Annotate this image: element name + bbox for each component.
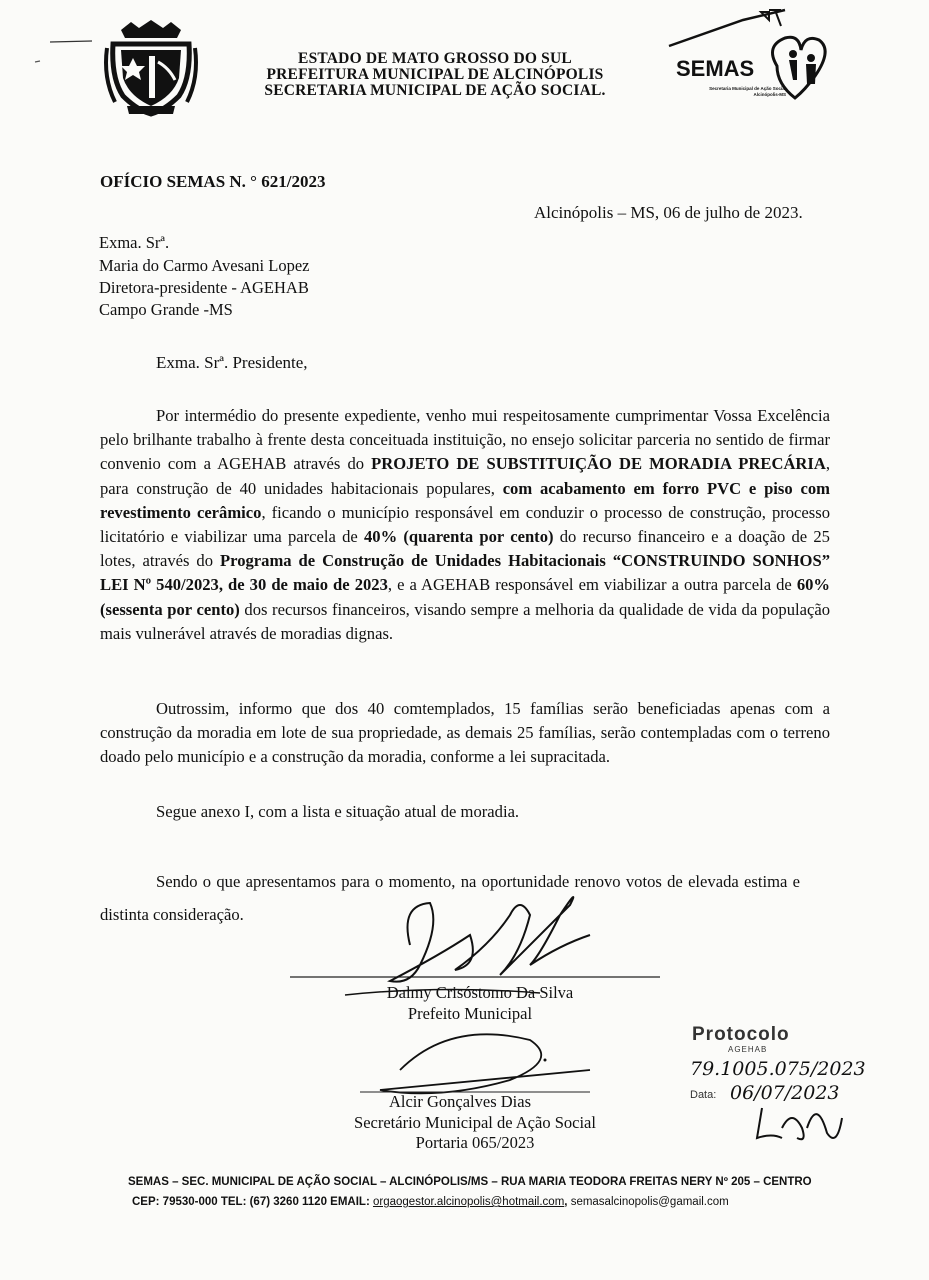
coat-of-arms-icon (103, 18, 199, 118)
recipient-role: Diretora-presidente - AGEHAB (99, 278, 309, 297)
footer-cep-phone: CEP: 79530-000 TEL: (67) 3260 1120 EMAIL: (132, 1196, 373, 1208)
footer-address: SEMAS – SEC. MUNICIPAL DE AÇÃO SOCIAL – ALCINÓPOLIS/MS – RUA MARIA TEODORA FREITAS NERY Nº 205 – CENTRO (128, 1176, 812, 1188)
footer-separator: , (564, 1196, 571, 1208)
header-secretariat: SECRETARIA MUNICIPAL DE AÇÃO SOCIAL. (264, 82, 606, 99)
p1-text-3: , ficando o município responsável em conduzir o processo de construção, processo licitatório e viabilizar uma parcela de (100, 502, 831, 547)
signer-2-role: Secretário Municipal de Ação Social (354, 1113, 596, 1132)
p1-project-name: PROJETO DE SUBSTITUIÇÃO DE MORADIA PRECÁRIA (371, 454, 826, 474)
stamp-org: AGEHAB (728, 1045, 768, 1054)
stamp-number: 79.1005.075/2023 (690, 1058, 866, 1080)
stamp-date-label: Data: (690, 1089, 717, 1101)
signer-2-name: Alcir Gonçalves Dias (388, 1092, 532, 1111)
semas-logo-subtext (676, 86, 786, 98)
p1-text-5: , e a AGEHAB responsável em viabilizar a outra parcela de (387, 575, 797, 595)
signer-1-role: Prefeito Municipal (407, 1004, 533, 1023)
letter-date: Alcinópolis – MS, 06 de julho de 2023. (534, 203, 803, 222)
salutation: Exma. Srª. Presidente, (156, 353, 308, 372)
paragraph-families: Outrossim, informo que dos 40 comtemplados, 15 famílias serão beneficiadas apenas com a construção da moradia em lote de sua propriedade, as demais 25 famílias, serão contempladas com o terreno doado pelo município e a construção da moradia, conforme a lei supracitada. (100, 699, 830, 767)
signer-2-ordinance: Portaria 065/2023 (415, 1133, 535, 1152)
footer-contact (132, 1196, 832, 1208)
semas-logo-text: SEMAS (676, 56, 755, 81)
recipient-name: Maria do Carmo Avesani Lopez (99, 256, 310, 275)
p1-municipal-share: 40% (quarenta por cento) (364, 527, 554, 547)
recipient-city: Campo Grande -MS (99, 300, 233, 319)
paragraph-annex: Segue anexo I, com a lista e situação atual de moradia. (156, 802, 520, 821)
p1-text-4: do recurso financeiro e a doação de 25 lotes, através do (100, 527, 830, 571)
stamp-title: Protocolo (692, 1024, 790, 1045)
header-state: ESTADO DE MATO GROSSO DO SUL (298, 50, 572, 67)
p1-text-2: , para construção de 40 unidades habitacionais populares, (100, 454, 831, 498)
p1-agehab-share: 60% (sessenta por cento) (100, 575, 831, 619)
paragraph-request (100, 404, 830, 646)
p1-text-1: Por intermédio do presente expediente, venho mui respeitosamente cumprimentar Vossa Excelência pelo brilhante trabalho à frente desta conceituada instituição, no ensejo solicitar parceria no sentido de firmar convenio com a AGEHAB através do (100, 406, 830, 474)
footer-email-2[interactable]: semasalcinopolis@gamail.com (570, 1196, 729, 1208)
recipient-title: Exma. Srª. (99, 233, 170, 252)
semas-subtext-line1: Secretaria Municipal de Ação Social (709, 86, 786, 91)
p1-finishing: com acabamento em forro PVC e piso com revestimento cerâmico (100, 478, 830, 522)
p1-text-6: dos recursos financeiros, visando sempre a melhoria da qualidade de vida da população mais vulnerável através de moradias dignas. (100, 599, 830, 643)
stamp-initials (752, 1098, 852, 1158)
semas-subtext-line2: Alcinópolis-MS (753, 92, 786, 97)
stamp-date: 06/07/2023 (730, 1082, 840, 1104)
footer-email-1[interactable]: orgaogestor.alcinopolis@hotmail.com (372, 1196, 565, 1208)
paragraph-closing: Sendo o que apresentamos para o momento, na oportunidade renovo votos de elevada estima e distinta consideração. (100, 872, 800, 924)
signer-1-name: Dalmy Crisóstomo Da Silva (386, 983, 574, 1002)
p1-program-law: Programa de Construção de Unidades Habitacionais “CONSTRUINDO SONHOS” LEI Nº 540/2023, de 30 de maio de 2023 (100, 551, 830, 595)
letter-reference: OFÍCIO SEMAS N. ° 621/2023 (100, 172, 326, 191)
pen-mark (30, 30, 100, 70)
signature-secretary (360, 1020, 610, 1100)
header-prefecture: PREFEITURA MUNICIPAL DE ALCINÓPOLIS (266, 66, 604, 83)
